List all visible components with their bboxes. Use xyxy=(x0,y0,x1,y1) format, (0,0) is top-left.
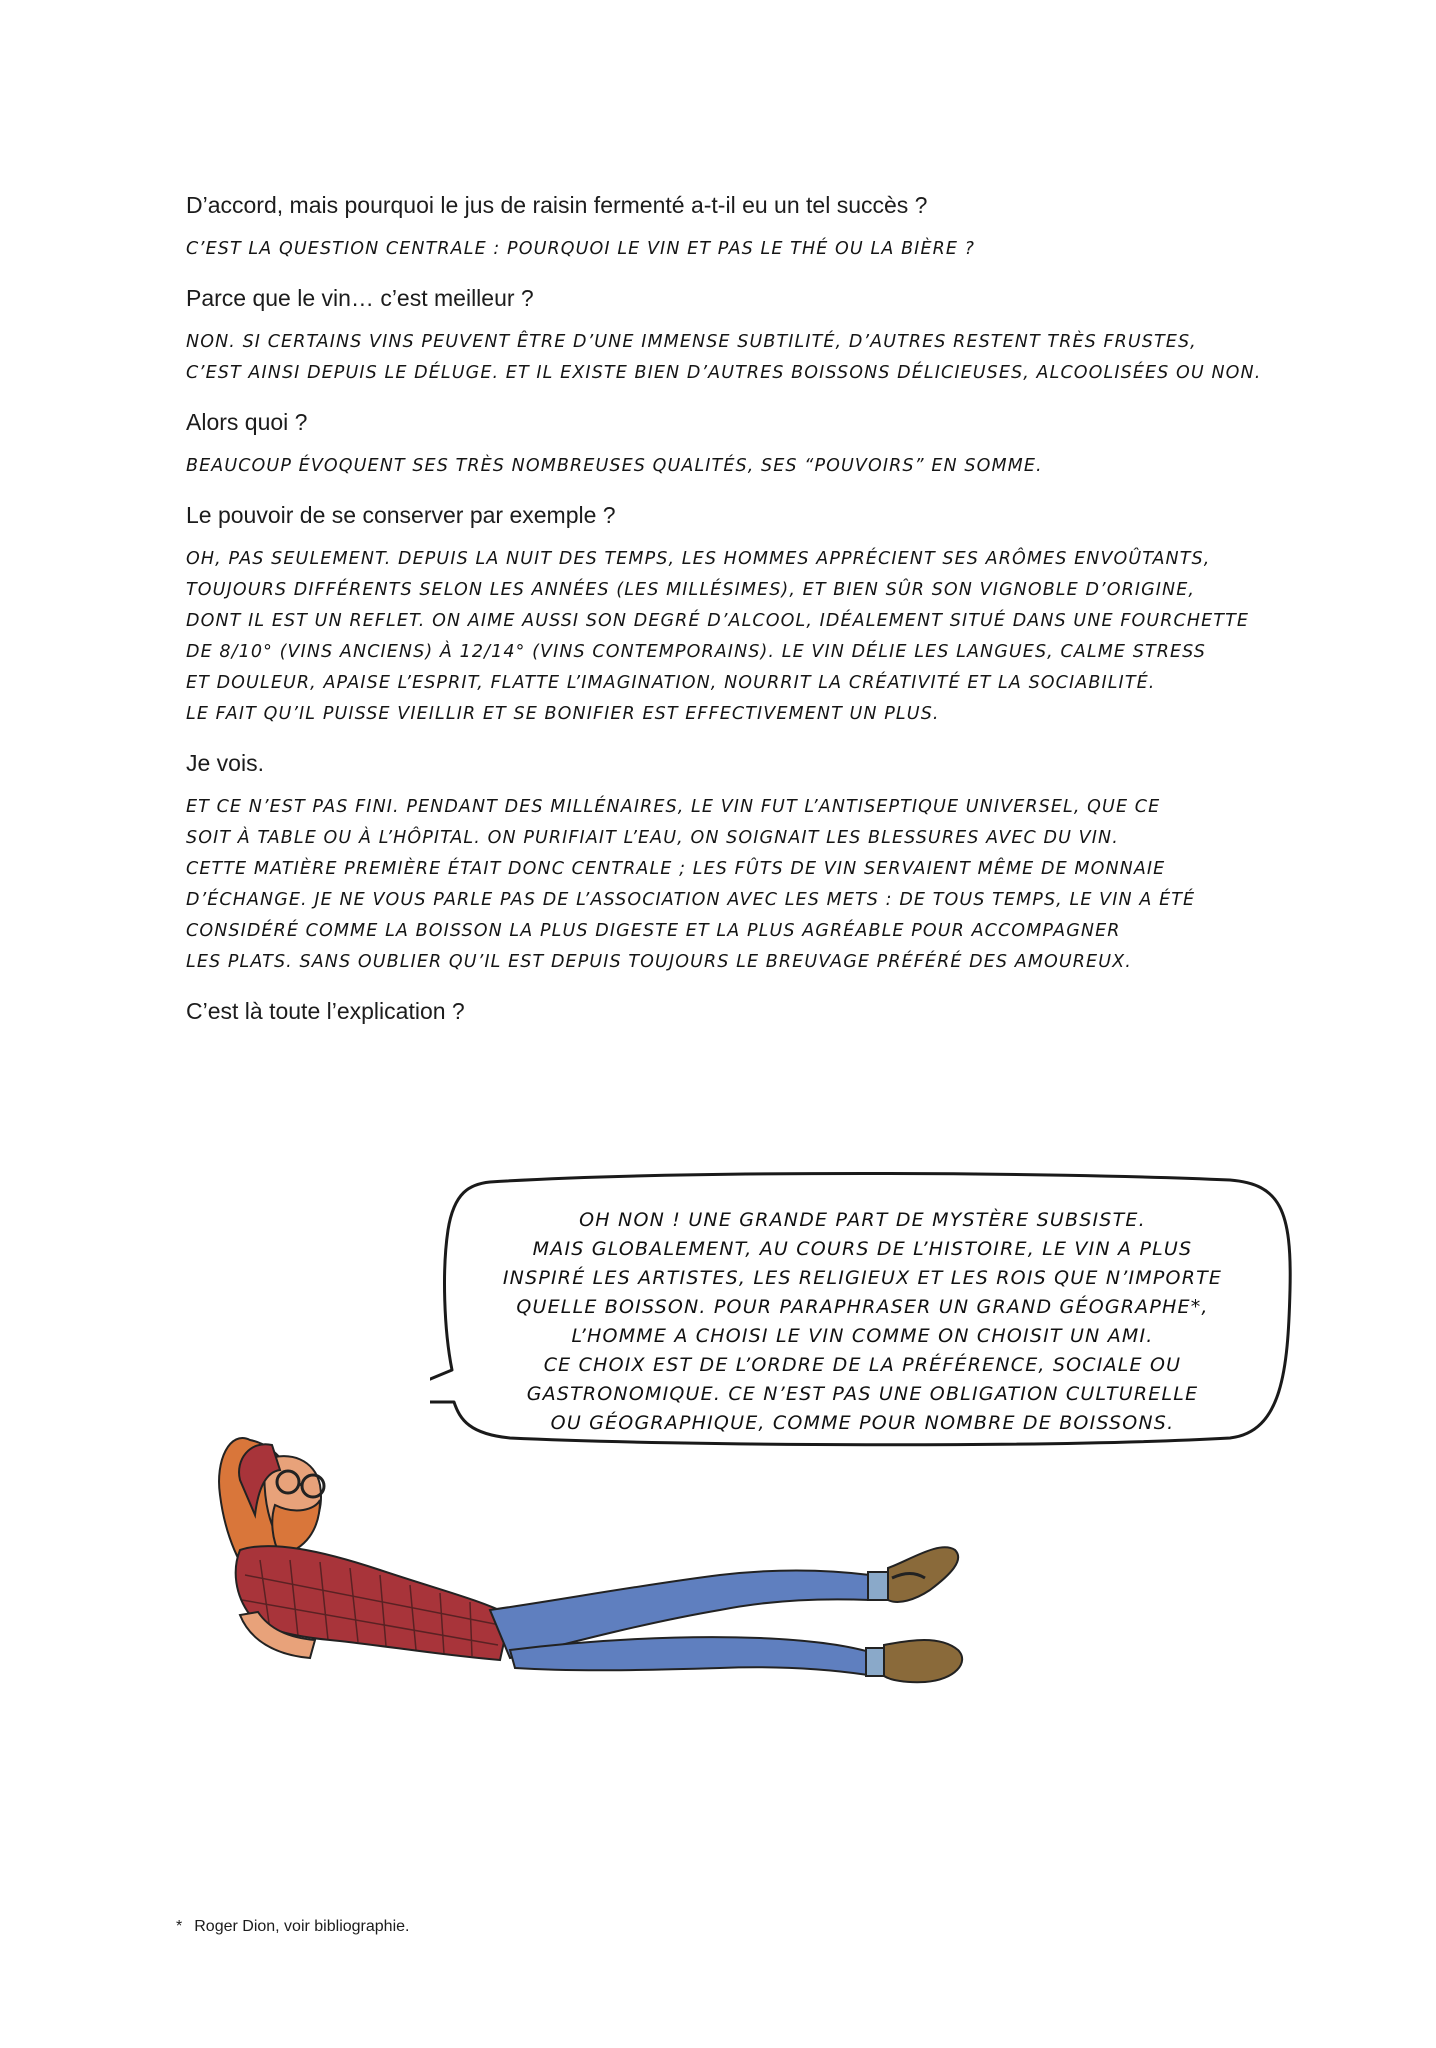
answer-line: D’ÉCHANGE. JE NE VOUS PARLE PAS DE L’ASSOCIATION AVEC LES METS : DE TOUS TEMPS, LE VIN A ÉTÉ xyxy=(186,890,1196,910)
question: Le pouvoir de se conserver par exemple ? xyxy=(186,502,616,528)
question: Alors quoi ? xyxy=(186,409,308,435)
answer xyxy=(186,327,1266,389)
answer xyxy=(186,792,1266,978)
answer-line: CETTE MATIÈRE PREMIÈRE ÉTAIT DONC CENTRALE ; LES FÛTS DE VIN SERVAIENT MÊME DE MONNAIE xyxy=(186,859,1166,879)
dialogue xyxy=(186,190,1266,1040)
answer-line: C’EST LA QUESTION CENTRALE : POURQUOI LE VIN ET PAS LE THÉ OU LA BIÈRE ? xyxy=(186,239,976,259)
footnote-text: Roger Dion, voir bibliographie. xyxy=(194,1918,410,1935)
answer-line: C’EST AINSI DEPUIS LE DÉLUGE. ET IL EXISTE BIEN D’AUTRES BOISSONS DÉLICIEUSES, ALCOOLISÉES OU NON. xyxy=(186,363,1262,383)
bubble-line: INSPIRÉ LES ARTISTES, LES RELIGIEUX ET LES ROIS QUE N’IMPORTE xyxy=(502,1267,1223,1289)
question: D’accord, mais pourquoi le jus de raisin fermenté a-t-il eu un tel succès ? xyxy=(186,192,928,218)
answer-line: DONT IL EST UN REFLET. ON AIME AUSSI SON DEGRÉ D’ALCOOL, IDÉALEMENT SITUÉ DANS UNE FOURCHETTE xyxy=(186,611,1250,631)
question: Je vois. xyxy=(186,750,264,776)
question: C’est là toute l’explication ? xyxy=(186,998,465,1024)
question: Parce que le vin… c’est meilleur ? xyxy=(186,285,534,311)
answer-line: BEAUCOUP ÉVOQUENT SES TRÈS NOMBREUSES QUALITÉS, SES “POUVOIRS” EN SOMME. xyxy=(186,456,1043,476)
answer-line: SOIT À TABLE OU À L’HÔPITAL. ON PURIFIAIT L’EAU, ON SOIGNAIT LES BLESSURES AVEC DU VIN. xyxy=(186,828,1119,848)
answer-line: LES PLATS. SANS OUBLIER QU’IL EST DEPUIS TOUJOURS LE BREUVAGE PRÉFÉRÉ DES AMOUREUX. xyxy=(186,952,1132,972)
answer-line: ET DOULEUR, APAISE L’ESPRIT, FLATTE L’IMAGINATION, NOURRIT LA CRÉATIVITÉ ET LA SOCIABILITÉ. xyxy=(186,673,1156,693)
answer xyxy=(186,451,1266,482)
footnote xyxy=(176,1918,409,1936)
answer xyxy=(186,234,1266,265)
answer-line: ET CE N’EST PAS FINI. PENDANT DES MILLÉNAIRES, LE VIN FUT L’ANTISEPTIQUE UNIVERSEL, QUE CE xyxy=(186,797,1161,817)
answer xyxy=(186,544,1266,730)
bubble-line: GASTRONOMIQUE. CE N’EST PAS UNE OBLIGATION CULTURELLE xyxy=(526,1383,1199,1405)
answer-line: CONSIDÉRÉ COMME LA BOISSON LA PLUS DIGESTE ET LA PLUS AGRÉABLE POUR ACCOMPAGNER xyxy=(186,921,1121,941)
reclining-character-illustration xyxy=(180,1400,1000,1700)
bubble-line: OH NON ! UNE GRANDE PART DE MYSTÈRE SUBSISTE. xyxy=(579,1209,1146,1231)
answer-line: OH, PAS SEULEMENT. DEPUIS LA NUIT DES TEMPS, LES HOMMES APPRÉCIENT SES ARÔMES ENVOÛTANTS, xyxy=(186,549,1211,569)
answer-line: LE FAIT QU’IL PUISSE VIEILLIR ET SE BONIFIER EST EFFECTIVEMENT UN PLUS. xyxy=(186,704,940,724)
character-drawing xyxy=(180,1400,1000,1700)
bubble-line: QUELLE BOISSON. POUR PARAPHRASER UN GRAND GÉOGRAPHE*, xyxy=(516,1296,1209,1318)
answer-line: DE 8/10° (VINS ANCIENS) À 12/14° (VINS CONTEMPORAINS). LE VIN DÉLIE LES LANGUES, CALME STRESS xyxy=(186,642,1206,662)
answer-line: NON. SI CERTAINS VINS PEUVENT ÊTRE D’UNE IMMENSE SUBTILITÉ, D’AUTRES RESTENT TRÈS FRUSTES, xyxy=(186,332,1197,352)
bubble-line: OU GÉOGRAPHIQUE, COMME POUR NOMBRE DE BOISSONS. xyxy=(550,1412,1175,1434)
answer-line: TOUJOURS DIFFÉRENTS SELON LES ANNÉES (LES MILLÉSIMES), ET BIEN SÛR SON VIGNOBLE D’ORIGINE, xyxy=(186,580,1196,600)
footnote-mark: * xyxy=(176,1918,183,1935)
bubble-line: L’HOMME A CHOISI LE VIN COMME ON CHOISIT UN AMI. xyxy=(571,1325,1154,1347)
bubble-line: MAIS GLOBALEMENT, AU COURS DE L’HISTOIRE, LE VIN A PLUS xyxy=(532,1238,1193,1260)
bubble-line: CE CHOIX EST DE L’ORDRE DE LA PRÉFÉRENCE, SOCIALE OU xyxy=(543,1354,1182,1376)
